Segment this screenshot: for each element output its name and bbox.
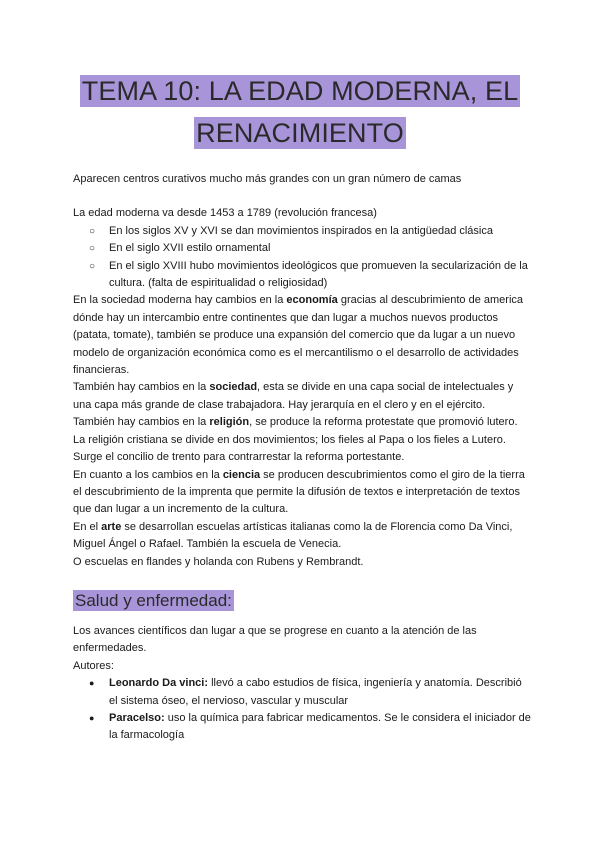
document-body xyxy=(73,171,533,745)
ciencia-paragraph: En cuanto a los cambios en la ciencia se producen descubrimientos como el giro de la tierra el descubrimiento de la imprenta que permite la difusión de textos e interpretación de textos que dan lugar a un incremento de la cultura. xyxy=(73,468,525,516)
list-item: ○ En el siglo XVII estilo ornamental xyxy=(109,240,533,257)
autores-list xyxy=(73,675,533,745)
religion-line-2: La religión cristiana se divide en dos movimientos; los fieles al Papa o los fieles a Lutero. xyxy=(73,433,506,446)
autores-label: Autores: xyxy=(73,659,114,672)
intro-paragraph: Aparecen centros curativos mucho más grandes con un gran número de camas xyxy=(73,173,462,185)
salud-paragraph: Los avances científicos dan lugar a que se progrese en cuanto a la atención de las enfermedades. xyxy=(73,624,477,655)
arte-paragraph: En el arte se desarrollan escuelas artísticas italianas como la de Florencia como Da Vinci, Miguel Ángel o Rafael. También la escuela de Venecia. xyxy=(73,520,513,551)
siglos-list xyxy=(73,223,533,293)
title-line-1: TEMA 10: LA EDAD MODERNA, EL xyxy=(81,76,519,106)
list-item: ○ En los siglos XV y XVI se dan movimientos inspirados en la antigüedad clásica xyxy=(109,223,533,240)
religion-paragraph: También hay cambios en la religión, se produce la reforma protestate que promovió lutero. xyxy=(73,416,518,429)
economia-paragraph: En la sociedad moderna hay cambios en la economía gracias al descubrimiento de america dónde hay un intercambio entre continentes que dan lugar a muchos nuevos productos (patata, tomate), también se produce una expansión del comercio que da lugar a un nuevo modelo de organización económica como es el mercantilismo o el desarrollo de actividades financieras. xyxy=(73,294,524,377)
title-line-2: RENACIMIENTO xyxy=(196,118,404,148)
section-heading-salud: Salud y enfermedad: xyxy=(75,590,232,610)
edad-moderna-paragraph: La edad moderna va desde 1453 a 1789 (revolución francesa) xyxy=(73,207,377,220)
arte-line-2: O escuelas en flandes y holanda con Rubens y Rembrandt. xyxy=(73,555,364,568)
sociedad-paragraph: También hay cambios en la sociedad, esta se divide en una capa social de intelectuales y una capa más grande de clase trabajadora. Hay jerarquía en el clero y en el ejército. xyxy=(73,381,514,411)
religion-line-3: Surge el concilio de trento para contrarrestar la reforma portestante. xyxy=(73,451,405,464)
list-item: ● Leonardo Da vinci: llevó a cabo estudios de física, ingeniería y anatomía. Describió el sistema óseo, el nervioso, vascular y muscular xyxy=(109,675,533,710)
list-item: ● Paracelso: uso la química para fabricar medicamentos. Se le considera el iniciador de la farmacología xyxy=(109,710,533,745)
page-title xyxy=(0,70,600,154)
list-item: ○ En el siglo XVIII hubo movimientos ideológicos que promueven la secularización de la cultura. (falta de espiritualidad o religiosidad) xyxy=(109,258,533,293)
